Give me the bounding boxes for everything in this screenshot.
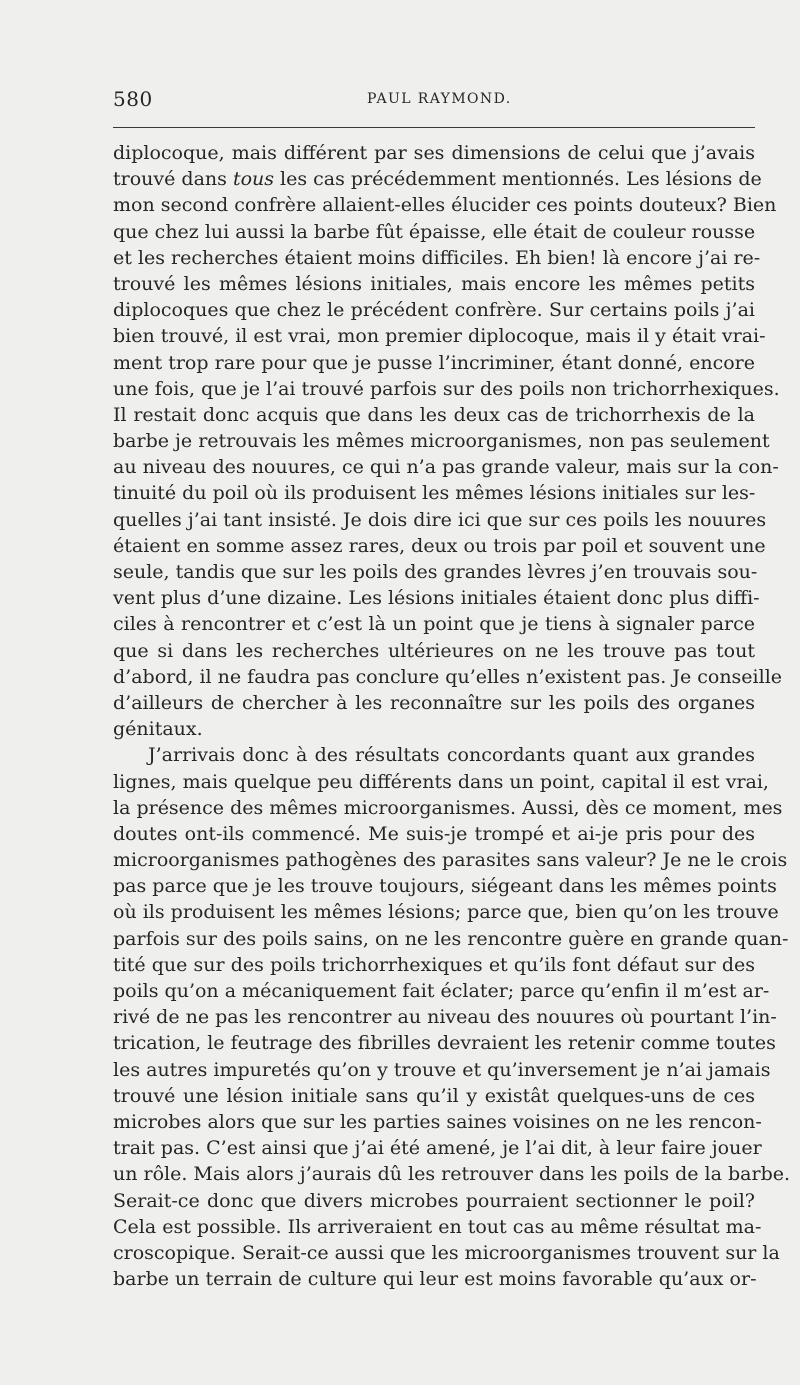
text-line: Il restait donc acquis que dans les deux cas de trichorrhexis de la bbox=[113, 403, 755, 426]
text-line: trouvé les mêmes lésions initiales, mais encore les mêmes petits bbox=[113, 272, 755, 295]
text-line: pas parce que je les trouve toujours, siégeant dans les mêmes points bbox=[113, 875, 777, 898]
text-line: croscopique. Serait-ce aussi que les microorganismes trouvent sur la bbox=[113, 1241, 780, 1264]
text-line: ment trop rare pour que je pusse l’incriminer, étant donné, encore bbox=[113, 351, 755, 374]
text-line: microbes alors que sur les parties saines voisines on ne les rencon- bbox=[113, 1110, 762, 1133]
text-line: seule, tandis que sur les poils des grandes lèvres j’en trouvais sou- bbox=[113, 561, 758, 583]
text-line: rivé de ne pas les rencontrer au niveau des nouures où pourtant l’in- bbox=[113, 1006, 777, 1029]
text-line: bien trouvé, il est vrai, mon premier diplocoque, mais il y était vrai- bbox=[113, 325, 766, 348]
text-line: étaient en somme assez rares, deux ou trois par poil et souvent une bbox=[113, 534, 766, 557]
text-line: parfois sur des poils sains, on ne les rencontre guère en grande quan- bbox=[113, 927, 789, 950]
italic-word: tous bbox=[232, 168, 274, 191]
text-line: d’ailleurs de chercher à les reconnaître sur les poils des organes bbox=[113, 691, 755, 714]
paragraph bbox=[113, 742, 791, 1292]
text-line: diplocoques que chez le précédent confrère. Sur certains poils j’ai bbox=[113, 299, 755, 322]
running-title: PAUL RAYMOND. bbox=[367, 91, 512, 107]
text-line: un rôle. Mais alors j’aurais dû les retrouver dans les poils de la barbe. bbox=[113, 1163, 791, 1186]
running-head bbox=[113, 87, 755, 111]
text-line: génitaux. bbox=[113, 718, 203, 741]
text-line: tité que sur des poils trichorrhexiques et qu’ils font défaut sur des bbox=[113, 953, 755, 976]
text-line: trouvé dans tous les cas précédemment mentionnés. Les lésions de bbox=[113, 168, 762, 191]
text-line: et les recherches étaient moins difficiles. Eh bien! là encore j’ai re- bbox=[113, 246, 761, 269]
paragraph bbox=[113, 140, 783, 742]
text-line: barbe un terrain de culture qui leur est moins favorable qu’aux or- bbox=[113, 1268, 757, 1291]
text-line: ciles à rencontrer et c’est là un point que je tiens à signaler parce bbox=[113, 613, 755, 636]
page-number: 580 bbox=[113, 87, 153, 111]
text-line: trait pas. C’est ainsi que j’ai été amené, je l’ai dit, à leur faire jouer bbox=[113, 1137, 762, 1160]
text-line: une fois, que je l’ai trouvé parfois sur des poils non trichorrhexiques. bbox=[113, 377, 780, 400]
text-line: poils qu’on a mécaniquement fait éclater; parce qu’enfin il m’est ar- bbox=[113, 980, 770, 1002]
text-line: les autres impuretés qu’on y trouve et qu’inversement je n’ai jamais bbox=[113, 1058, 771, 1081]
text-line: où ils produisent les mêmes lésions; parce que, bien qu’on les trouve bbox=[113, 901, 779, 924]
text-line: J’arrivais donc à des résultats concordants quant aux grandes bbox=[148, 744, 755, 767]
text-line: vent plus d’une dizaine. Les lésions initiales étaient donc plus diffi- bbox=[113, 587, 760, 610]
text-line: lignes, mais quelque peu différents dans un point, capital il est vrai, bbox=[113, 770, 769, 793]
text-line: quelles j’ai tant insisté. Je dois dire ici que sur ces poils les nouures bbox=[113, 508, 767, 531]
text-line: tinuité du poil où ils produisent les mêmes lésions initiales sur les- bbox=[113, 482, 756, 505]
text-line: d’abord, il ne faudra pas conclure qu’elles n’existent pas. Je conseille bbox=[113, 665, 783, 688]
text-line: doutes ont-ils commencé. Me suis-je trompé et ai-je pris pour des bbox=[113, 822, 755, 845]
text-line: microorganismes pathogènes des parasites sans valeur? Je ne le crois bbox=[113, 849, 788, 872]
text-line: diplocoque, mais différent par ses dimensions de celui que j’avais bbox=[113, 142, 755, 164]
text-line: mon second confrère allaient-elles élucider ces points douteux? Bien bbox=[113, 194, 777, 217]
text-line: que si dans les recherches ultérieures on ne les trouve pas tout bbox=[113, 639, 755, 662]
body-text bbox=[113, 140, 791, 1292]
text-line: trication, le feutrage des fibrilles devraient les retenir comme toutes bbox=[113, 1032, 776, 1055]
text-line: barbe je retrouvais les mêmes microorganismes, non pas seulement bbox=[113, 430, 770, 453]
text-line: que chez lui aussi la barbe fût épaisse, elle était de couleur rousse bbox=[113, 220, 756, 243]
text-line: Serait-ce donc que divers microbes pourraient sectionner le poil? bbox=[113, 1189, 755, 1212]
text-line: trouvé une lésion initiale sans qu’il y existât quelques-uns de ces bbox=[113, 1084, 755, 1107]
text-line: la présence des mêmes microorganismes. Aussi, dès ce moment, mes bbox=[113, 796, 783, 819]
header-rule bbox=[113, 127, 755, 128]
text-line: au niveau des nouures, ce qui n’a pas grande valeur, mais sur la con- bbox=[113, 456, 779, 479]
text-line: Cela est possible. Ils arriveraient en tout cas au même résultat ma- bbox=[113, 1215, 762, 1238]
